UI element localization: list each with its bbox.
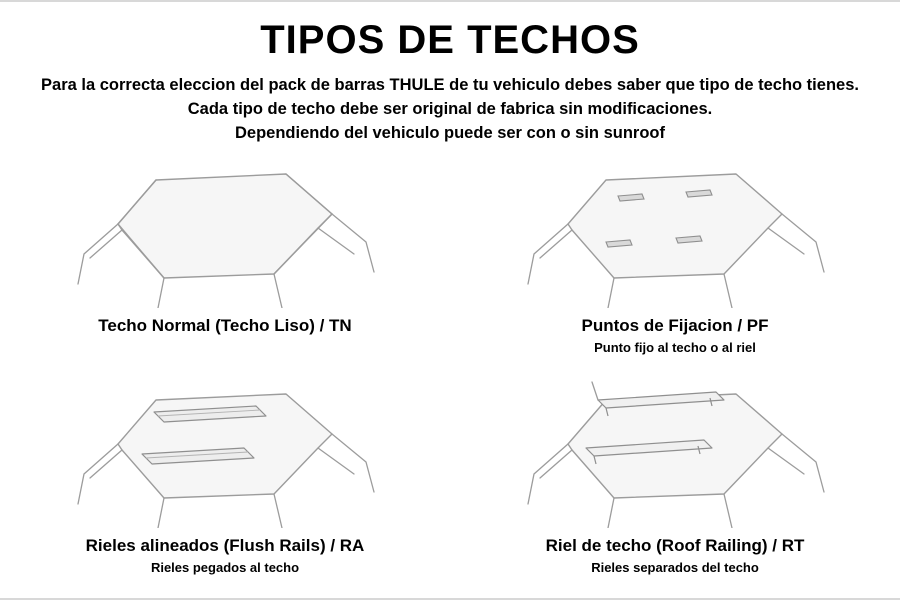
car-roof-railing-icon: [510, 378, 840, 528]
roof-type-subcaption: Punto fijo al techo o al riel: [594, 340, 756, 355]
page-title: TIPOS DE TECHOS: [260, 18, 640, 62]
intro-text: [40, 74, 860, 146]
roof-type-caption: Techo Normal (Techo Liso) / TN: [98, 316, 352, 335]
roof-type-card-puntos-de-fijacion: [450, 152, 900, 372]
roof-type-card-riel-de-techo: [450, 372, 900, 592]
intro-line-2: Cada tipo de techo debe ser original de fabrica sin modificaciones.: [187, 99, 713, 118]
roof-type-caption: Riel de techo (Roof Railing) / RT: [545, 536, 805, 555]
intro-line-3: Dependiendo del vehiculo puede ser con o sin sunroof: [235, 123, 665, 142]
intro-line-1: Para la correcta eleccion del pack de barras THULE de tu vehiculo debes saber que tipo de techo tienes.: [41, 76, 859, 94]
car-roof-flushrail-icon: [60, 378, 390, 528]
roof-type-card-techo-normal: [0, 152, 450, 372]
roof-type-caption: Puntos de Fijacion / PF: [581, 316, 769, 335]
car-roof-plain-icon: [60, 158, 390, 308]
roof-type-subcaption: Rieles pegados al techo: [150, 560, 300, 575]
roof-type-subcaption: Rieles separados del techo: [591, 560, 759, 575]
car-roof-fixpoint-icon: [510, 158, 840, 308]
roof-type-card-rieles-alineados: [0, 372, 450, 592]
roof-type-caption: Rieles alineados (Flush Rails) / RA: [85, 536, 365, 555]
roof-types-grid: [0, 152, 900, 592]
